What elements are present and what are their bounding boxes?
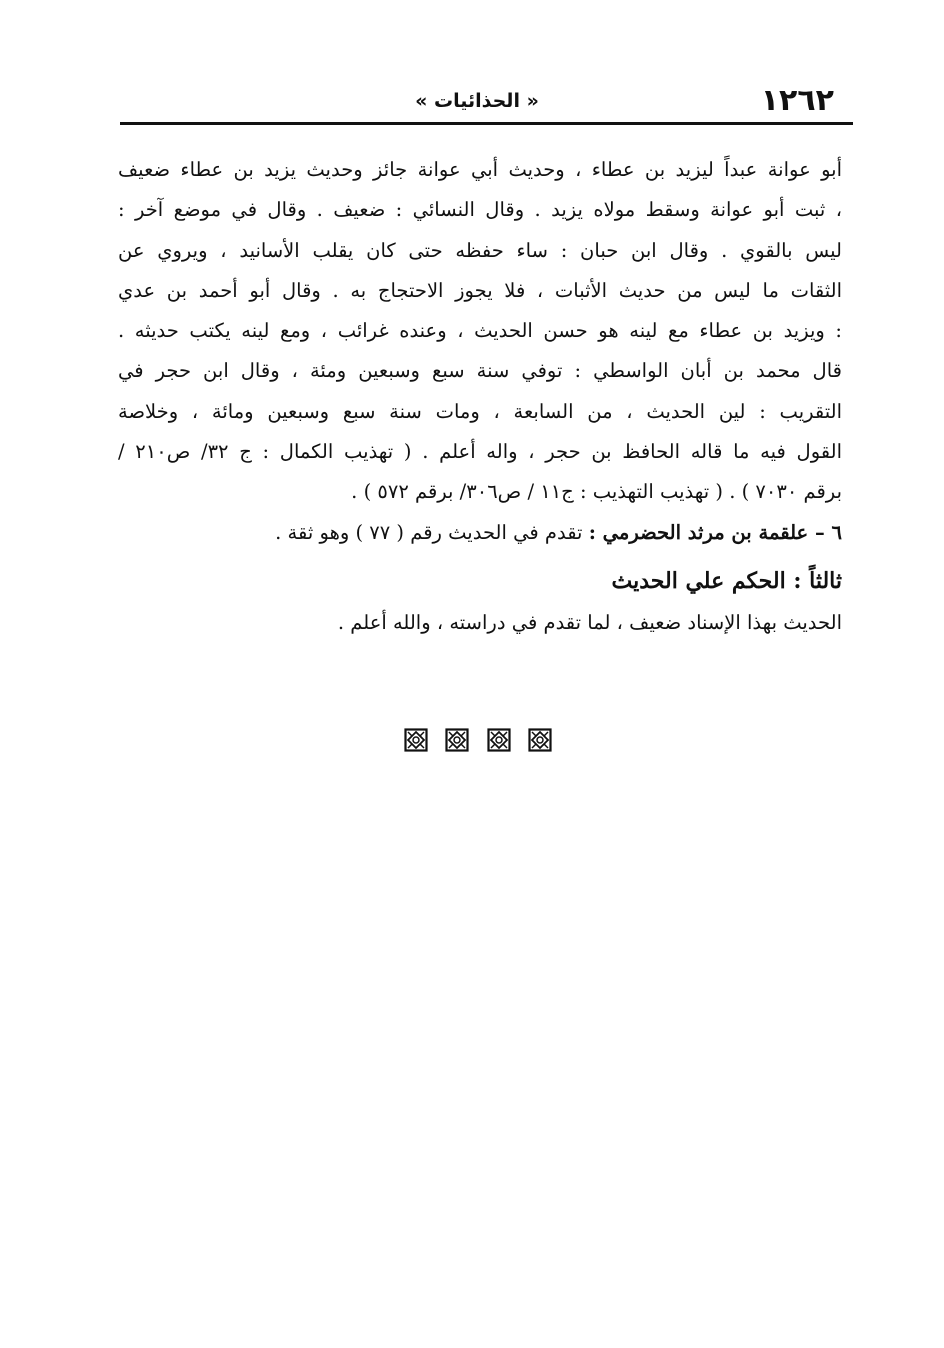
narrator-note: تقدم في الحديث رقم ( ٧٧ ) وهو ثقة . xyxy=(275,520,589,544)
running-title: « الحذائيات » xyxy=(415,90,539,112)
body-text xyxy=(118,150,842,643)
header-rule xyxy=(120,122,853,125)
body-line: أبو عوانة عبداً ليزيد بن عطاء ، وحديث أبي عوانة جائز وحديث يزيد بن عطاء ضعيف xyxy=(118,158,842,181)
body-line: : ويزيد بن عطاء مع لينه هو حسن الحديث ، وعنده غرائب ، ومع لينه يكتب حديثه . xyxy=(118,319,842,343)
body-line: ليس بالقوي . وقال ابن حبان : ساء حفظه حتى كان يقلب الأسانيد ، ويروي عن xyxy=(118,238,842,262)
conclusion-text: الحديث بهذا الإسناد ضعيف ، لما تقدم في دراسته ، والله أعلم . xyxy=(337,610,842,634)
body-line: قال محمد بن أبان الواسطي : توفي سنة سبع وسبعين ومئة ، وقال ابن حجر في xyxy=(118,359,842,383)
page-header xyxy=(120,82,834,120)
knot-ornament-icon xyxy=(445,728,469,752)
knot-ornament-icon xyxy=(487,728,511,752)
body-line: ، ثبت أبو عوانة وسقط مولاه يزيد . وقال النسائي : ضعيف . وقال في موضع آخر : xyxy=(118,198,842,222)
section-end-ornaments xyxy=(404,728,552,756)
page-number: ١٢٦٢ xyxy=(760,83,834,118)
section-heading: ثالثاً : الحكم علي الحديث xyxy=(611,567,842,594)
body-line: القول فيه ما قاله الحافظ بن حجر ، واله أعلم . ( تهذيب الكمال : ج ٣٢/ ص٢١٠ / xyxy=(118,440,843,464)
body-line: التقريب : لين الحديث ، من السابعة ، ومات سنة سبع وسبعين ومائة ، وخلاصة xyxy=(118,399,842,423)
knot-ornament-icon xyxy=(404,728,428,752)
body-line: برقم ٧٠٣٠ ) . ( تهذيب التهذيب : ج١١ / ص٣٠٦/ برقم ٥٧٢ ) . xyxy=(351,480,842,504)
body-line: الثقات ما ليس من حديث الأثبات ، فلا يجوز الاحتجاج به . وقال أبو أحمد بن عدي xyxy=(118,278,842,302)
narrator-item-6 xyxy=(118,513,842,553)
knot-ornament-icon xyxy=(528,728,552,752)
narrator-name: ٦ – علقمة بن مرثد الحضرمي : xyxy=(588,520,842,544)
